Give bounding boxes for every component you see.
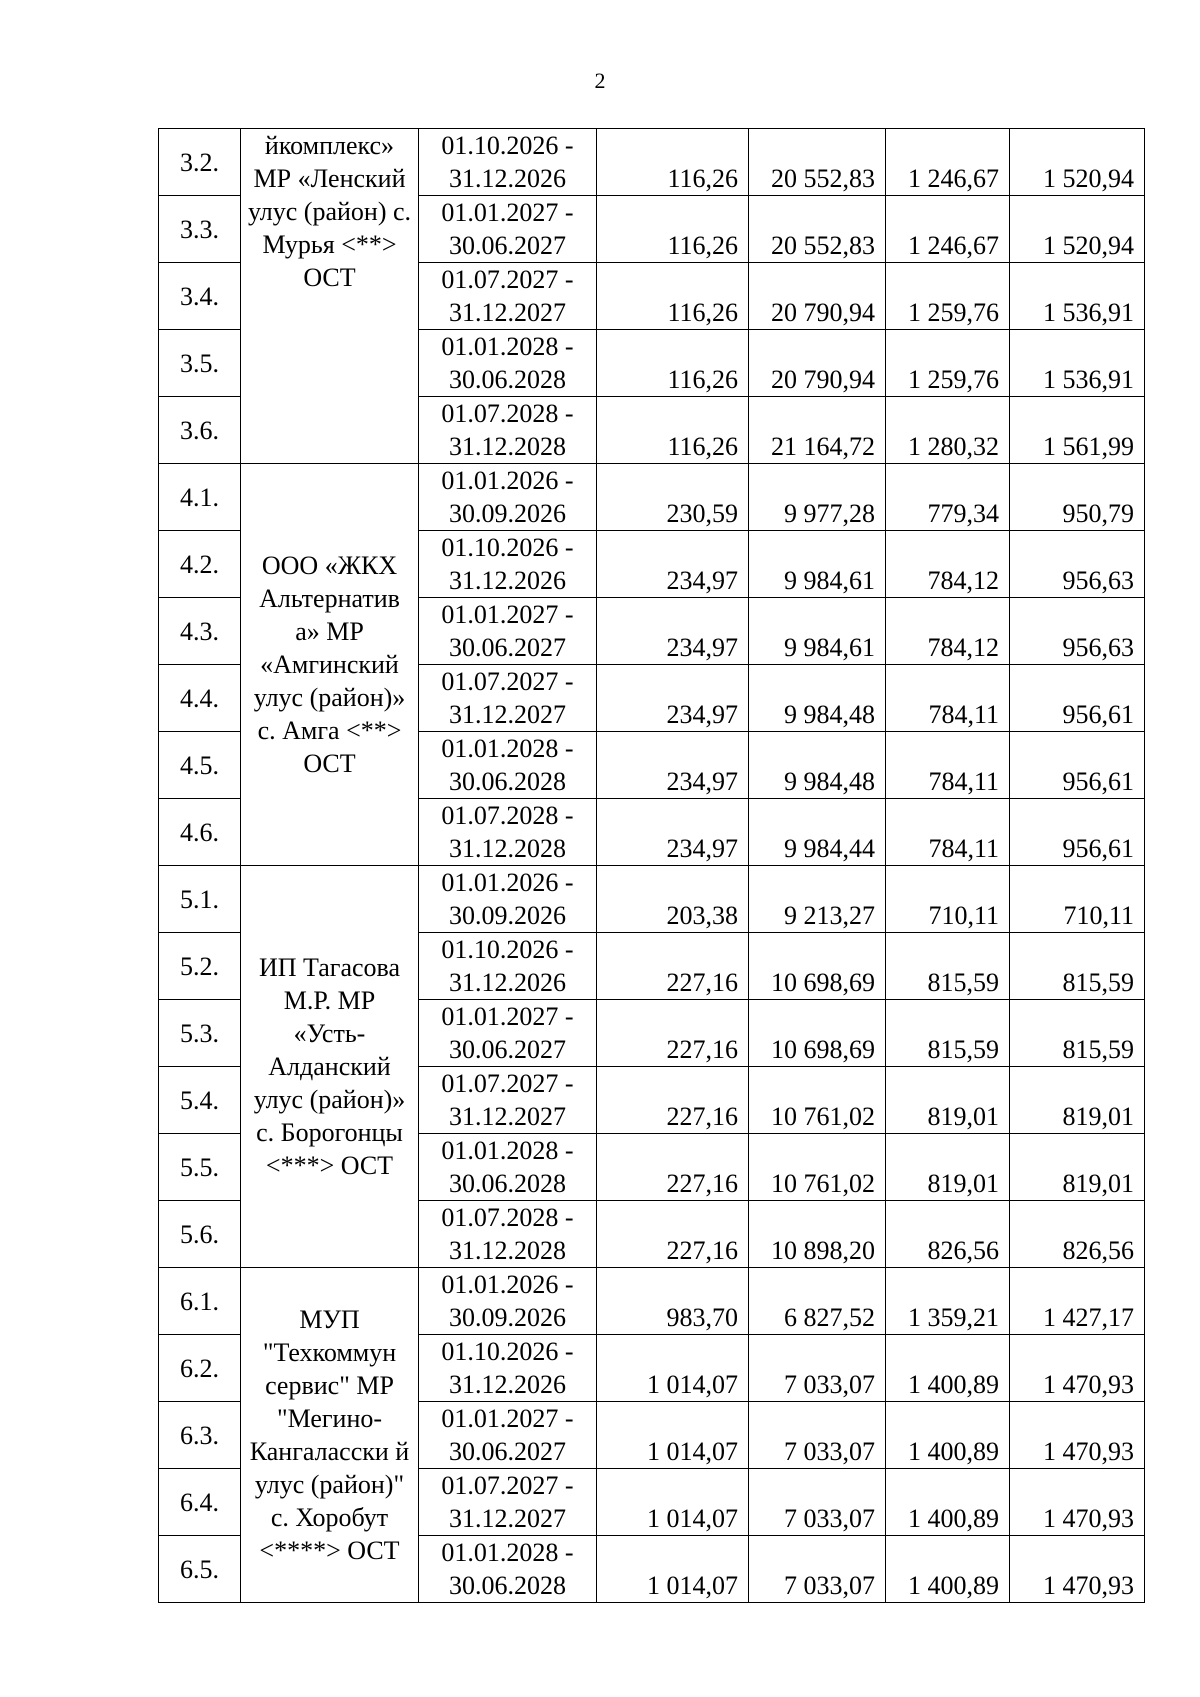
value-cell-2: 10 761,02 [749,1067,886,1134]
row-number: 4.4. [159,665,241,732]
value-cell-2: 9 984,61 [749,531,886,598]
value-cell-3: 784,12 [886,598,1010,665]
value-cell-1: 234,97 [597,531,749,598]
period-end: 31.12.2026 [449,566,566,595]
value-cell-1: 1 014,07 [597,1402,749,1469]
row-number: 5.2. [159,933,241,1000]
value-cell-2: 9 213,27 [749,866,886,933]
value-cell-4: 1 561,99 [1010,397,1145,464]
period-end: 30.06.2028 [449,1571,566,1600]
period-start: 01.07.2027 - [441,1069,574,1098]
period-start: 01.01.2026 - [441,1270,574,1299]
period-cell [419,196,597,263]
value-cell-4: 1 520,94 [1010,196,1145,263]
row-number: 6.4. [159,1469,241,1536]
period-start: 01.01.2027 - [441,198,574,227]
value-cell-2: 10 898,20 [749,1201,886,1268]
period-end: 30.06.2027 [449,1035,566,1064]
value-cell-4: 956,63 [1010,531,1145,598]
value-cell-3: 1 359,21 [886,1268,1010,1335]
period-end: 31.12.2027 [449,700,566,729]
period-end: 31.12.2026 [449,164,566,193]
value-cell-2: 7 033,07 [749,1469,886,1536]
value-cell-3: 710,11 [886,866,1010,933]
period-cell [419,263,597,330]
value-cell-3: 826,56 [886,1201,1010,1268]
row-number: 4.2. [159,531,241,598]
period-cell [419,531,597,598]
row-number: 5.6. [159,1201,241,1268]
value-cell-3: 815,59 [886,933,1010,1000]
value-cell-1: 116,26 [597,330,749,397]
value-cell-1: 234,97 [597,665,749,732]
period-cell [419,1469,597,1536]
period-cell [419,330,597,397]
period-cell [419,1268,597,1335]
period-end: 31.12.2028 [449,1236,566,1265]
period-end: 30.09.2026 [449,1303,566,1332]
value-cell-2: 10 761,02 [749,1134,886,1201]
period-end: 30.06.2027 [449,231,566,260]
period-end: 30.06.2028 [449,1169,566,1198]
period-start: 01.01.2028 - [441,1538,574,1567]
value-cell-2: 20 790,94 [749,263,886,330]
period-cell [419,1067,597,1134]
organization-cell: ООО «ЖКХ Альтернатив а» МР «Амгинский улус (район)» с. Амга <**> ОСТ [241,464,419,866]
value-cell-1: 230,59 [597,464,749,531]
row-number: 5.5. [159,1134,241,1201]
value-cell-1: 116,26 [597,397,749,464]
value-cell-2: 10 698,69 [749,933,886,1000]
period-end: 30.06.2027 [449,1437,566,1466]
page-number: 2 [594,68,606,93]
value-cell-2: 9 984,61 [749,598,886,665]
value-cell-2: 9 984,48 [749,732,886,799]
value-cell-3: 784,12 [886,531,1010,598]
row-number: 3.4. [159,263,241,330]
period-end: 31.12.2028 [449,834,566,863]
value-cell-4: 956,61 [1010,665,1145,732]
period-cell [419,1000,597,1067]
period-start: 01.10.2026 - [441,131,574,160]
row-number: 4.5. [159,732,241,799]
period-start: 01.01.2028 - [441,734,574,763]
period-cell [419,1134,597,1201]
value-cell-1: 234,97 [597,799,749,866]
value-cell-1: 227,16 [597,1134,749,1201]
period-end: 30.06.2028 [449,767,566,796]
row-number: 3.3. [159,196,241,263]
value-cell-3: 1 400,89 [886,1402,1010,1469]
organization-cell: йкомплекс» МР «Ленский улус (район) с. Мурья <**> ОСТ [241,129,419,464]
organization-cell: МУП "Техкоммун сервис" МР "Мегино-Кангаласски й улус (район)" с. Хоробут <****> ОСТ [241,1268,419,1603]
value-cell-2: 7 033,07 [749,1335,886,1402]
value-cell-3: 815,59 [886,1000,1010,1067]
value-cell-2: 10 698,69 [749,1000,886,1067]
period-end: 31.12.2026 [449,1370,566,1399]
value-cell-3: 1 259,76 [886,263,1010,330]
value-cell-2: 9 984,44 [749,799,886,866]
period-end: 31.12.2027 [449,298,566,327]
value-cell-1: 1 014,07 [597,1469,749,1536]
value-cell-4: 1 520,94 [1010,129,1145,196]
period-cell [419,866,597,933]
period-cell [419,732,597,799]
tariff-table [158,128,1145,1603]
period-start: 01.07.2028 - [441,1203,574,1232]
value-cell-3: 784,11 [886,732,1010,799]
value-cell-1: 116,26 [597,263,749,330]
value-cell-1: 234,97 [597,732,749,799]
period-end: 30.06.2028 [449,365,566,394]
period-end: 30.09.2026 [449,499,566,528]
value-cell-1: 116,26 [597,196,749,263]
value-cell-4: 956,61 [1010,799,1145,866]
row-number: 3.2. [159,129,241,196]
value-cell-4: 1 470,93 [1010,1469,1145,1536]
period-start: 01.10.2026 - [441,1337,574,1366]
value-cell-3: 784,11 [886,665,1010,732]
value-cell-2: 7 033,07 [749,1402,886,1469]
value-cell-4: 819,01 [1010,1067,1145,1134]
period-start: 01.07.2027 - [441,1471,574,1500]
value-cell-2: 20 552,83 [749,196,886,263]
row-number: 4.3. [159,598,241,665]
value-cell-3: 819,01 [886,1134,1010,1201]
row-number: 3.5. [159,330,241,397]
row-number: 6.5. [159,1536,241,1603]
period-start: 01.01.2027 - [441,600,574,629]
value-cell-3: 1 280,32 [886,397,1010,464]
value-cell-4: 1 536,91 [1010,263,1145,330]
period-cell [419,1335,597,1402]
period-end: 31.12.2027 [449,1102,566,1131]
table-row [159,464,1145,531]
period-start: 01.01.2026 - [441,466,574,495]
period-cell [419,464,597,531]
period-cell [419,1536,597,1603]
value-cell-3: 779,34 [886,464,1010,531]
period-cell [419,598,597,665]
period-start: 01.01.2027 - [441,1002,574,1031]
value-cell-4: 1 470,93 [1010,1335,1145,1402]
value-cell-1: 234,97 [597,598,749,665]
value-cell-4: 956,61 [1010,732,1145,799]
period-end: 31.12.2027 [449,1504,566,1533]
period-start: 01.07.2028 - [441,399,574,428]
period-end: 31.12.2028 [449,432,566,461]
period-start: 01.01.2026 - [441,868,574,897]
value-cell-4: 710,11 [1010,866,1145,933]
period-start: 01.07.2028 - [441,801,574,830]
value-cell-3: 784,11 [886,799,1010,866]
row-number: 4.6. [159,799,241,866]
value-cell-1: 227,16 [597,1201,749,1268]
value-cell-3: 1 400,89 [886,1469,1010,1536]
value-cell-2: 20 552,83 [749,129,886,196]
value-cell-1: 1 014,07 [597,1536,749,1603]
value-cell-4: 826,56 [1010,1201,1145,1268]
row-number: 3.6. [159,397,241,464]
value-cell-2: 7 033,07 [749,1536,886,1603]
value-cell-3: 1 246,67 [886,196,1010,263]
period-cell [419,665,597,732]
row-number: 6.2. [159,1335,241,1402]
value-cell-4: 819,01 [1010,1134,1145,1201]
value-cell-1: 983,70 [597,1268,749,1335]
period-cell [419,799,597,866]
period-cell [419,129,597,196]
period-end: 30.06.2027 [449,633,566,662]
value-cell-4: 815,59 [1010,1000,1145,1067]
value-cell-2: 9 984,48 [749,665,886,732]
value-cell-2: 6 827,52 [749,1268,886,1335]
organization-cell: ИП Тагасова М.Р. МР «Усть-Алданский улус (район)» с. Борогонцы <***> ОСТ [241,866,419,1268]
value-cell-1: 227,16 [597,933,749,1000]
value-cell-2: 20 790,94 [749,330,886,397]
value-cell-1: 203,38 [597,866,749,933]
row-number: 6.1. [159,1268,241,1335]
value-cell-4: 815,59 [1010,933,1145,1000]
period-end: 31.12.2026 [449,968,566,997]
period-start: 01.10.2026 - [441,935,574,964]
value-cell-4: 956,63 [1010,598,1145,665]
table-row [159,866,1145,933]
value-cell-4: 1 470,93 [1010,1402,1145,1469]
value-cell-3: 1 400,89 [886,1536,1010,1603]
value-cell-1: 227,16 [597,1067,749,1134]
period-start: 01.07.2027 - [441,265,574,294]
value-cell-4: 1 470,93 [1010,1536,1145,1603]
value-cell-3: 1 259,76 [886,330,1010,397]
period-cell [419,397,597,464]
value-cell-4: 1 536,91 [1010,330,1145,397]
row-number: 4.1. [159,464,241,531]
period-cell [419,933,597,1000]
row-number: 5.4. [159,1067,241,1134]
period-start: 01.01.2028 - [441,332,574,361]
row-number: 5.3. [159,1000,241,1067]
row-number: 6.3. [159,1402,241,1469]
period-start: 01.01.2028 - [441,1136,574,1165]
value-cell-3: 819,01 [886,1067,1010,1134]
value-cell-1: 227,16 [597,1000,749,1067]
period-end: 30.09.2026 [449,901,566,930]
table-row [159,1268,1145,1335]
value-cell-2: 21 164,72 [749,397,886,464]
value-cell-3: 1 400,89 [886,1335,1010,1402]
value-cell-2: 9 977,28 [749,464,886,531]
row-number: 5.1. [159,866,241,933]
period-cell [419,1201,597,1268]
value-cell-4: 950,79 [1010,464,1145,531]
value-cell-4: 1 427,17 [1010,1268,1145,1335]
period-start: 01.10.2026 - [441,533,574,562]
value-cell-1: 1 014,07 [597,1335,749,1402]
value-cell-1: 116,26 [597,129,749,196]
period-cell [419,1402,597,1469]
value-cell-3: 1 246,67 [886,129,1010,196]
table-row [159,129,1145,196]
tariff-table-body [159,129,1145,1603]
period-start: 01.01.2027 - [441,1404,574,1433]
period-start: 01.07.2027 - [441,667,574,696]
